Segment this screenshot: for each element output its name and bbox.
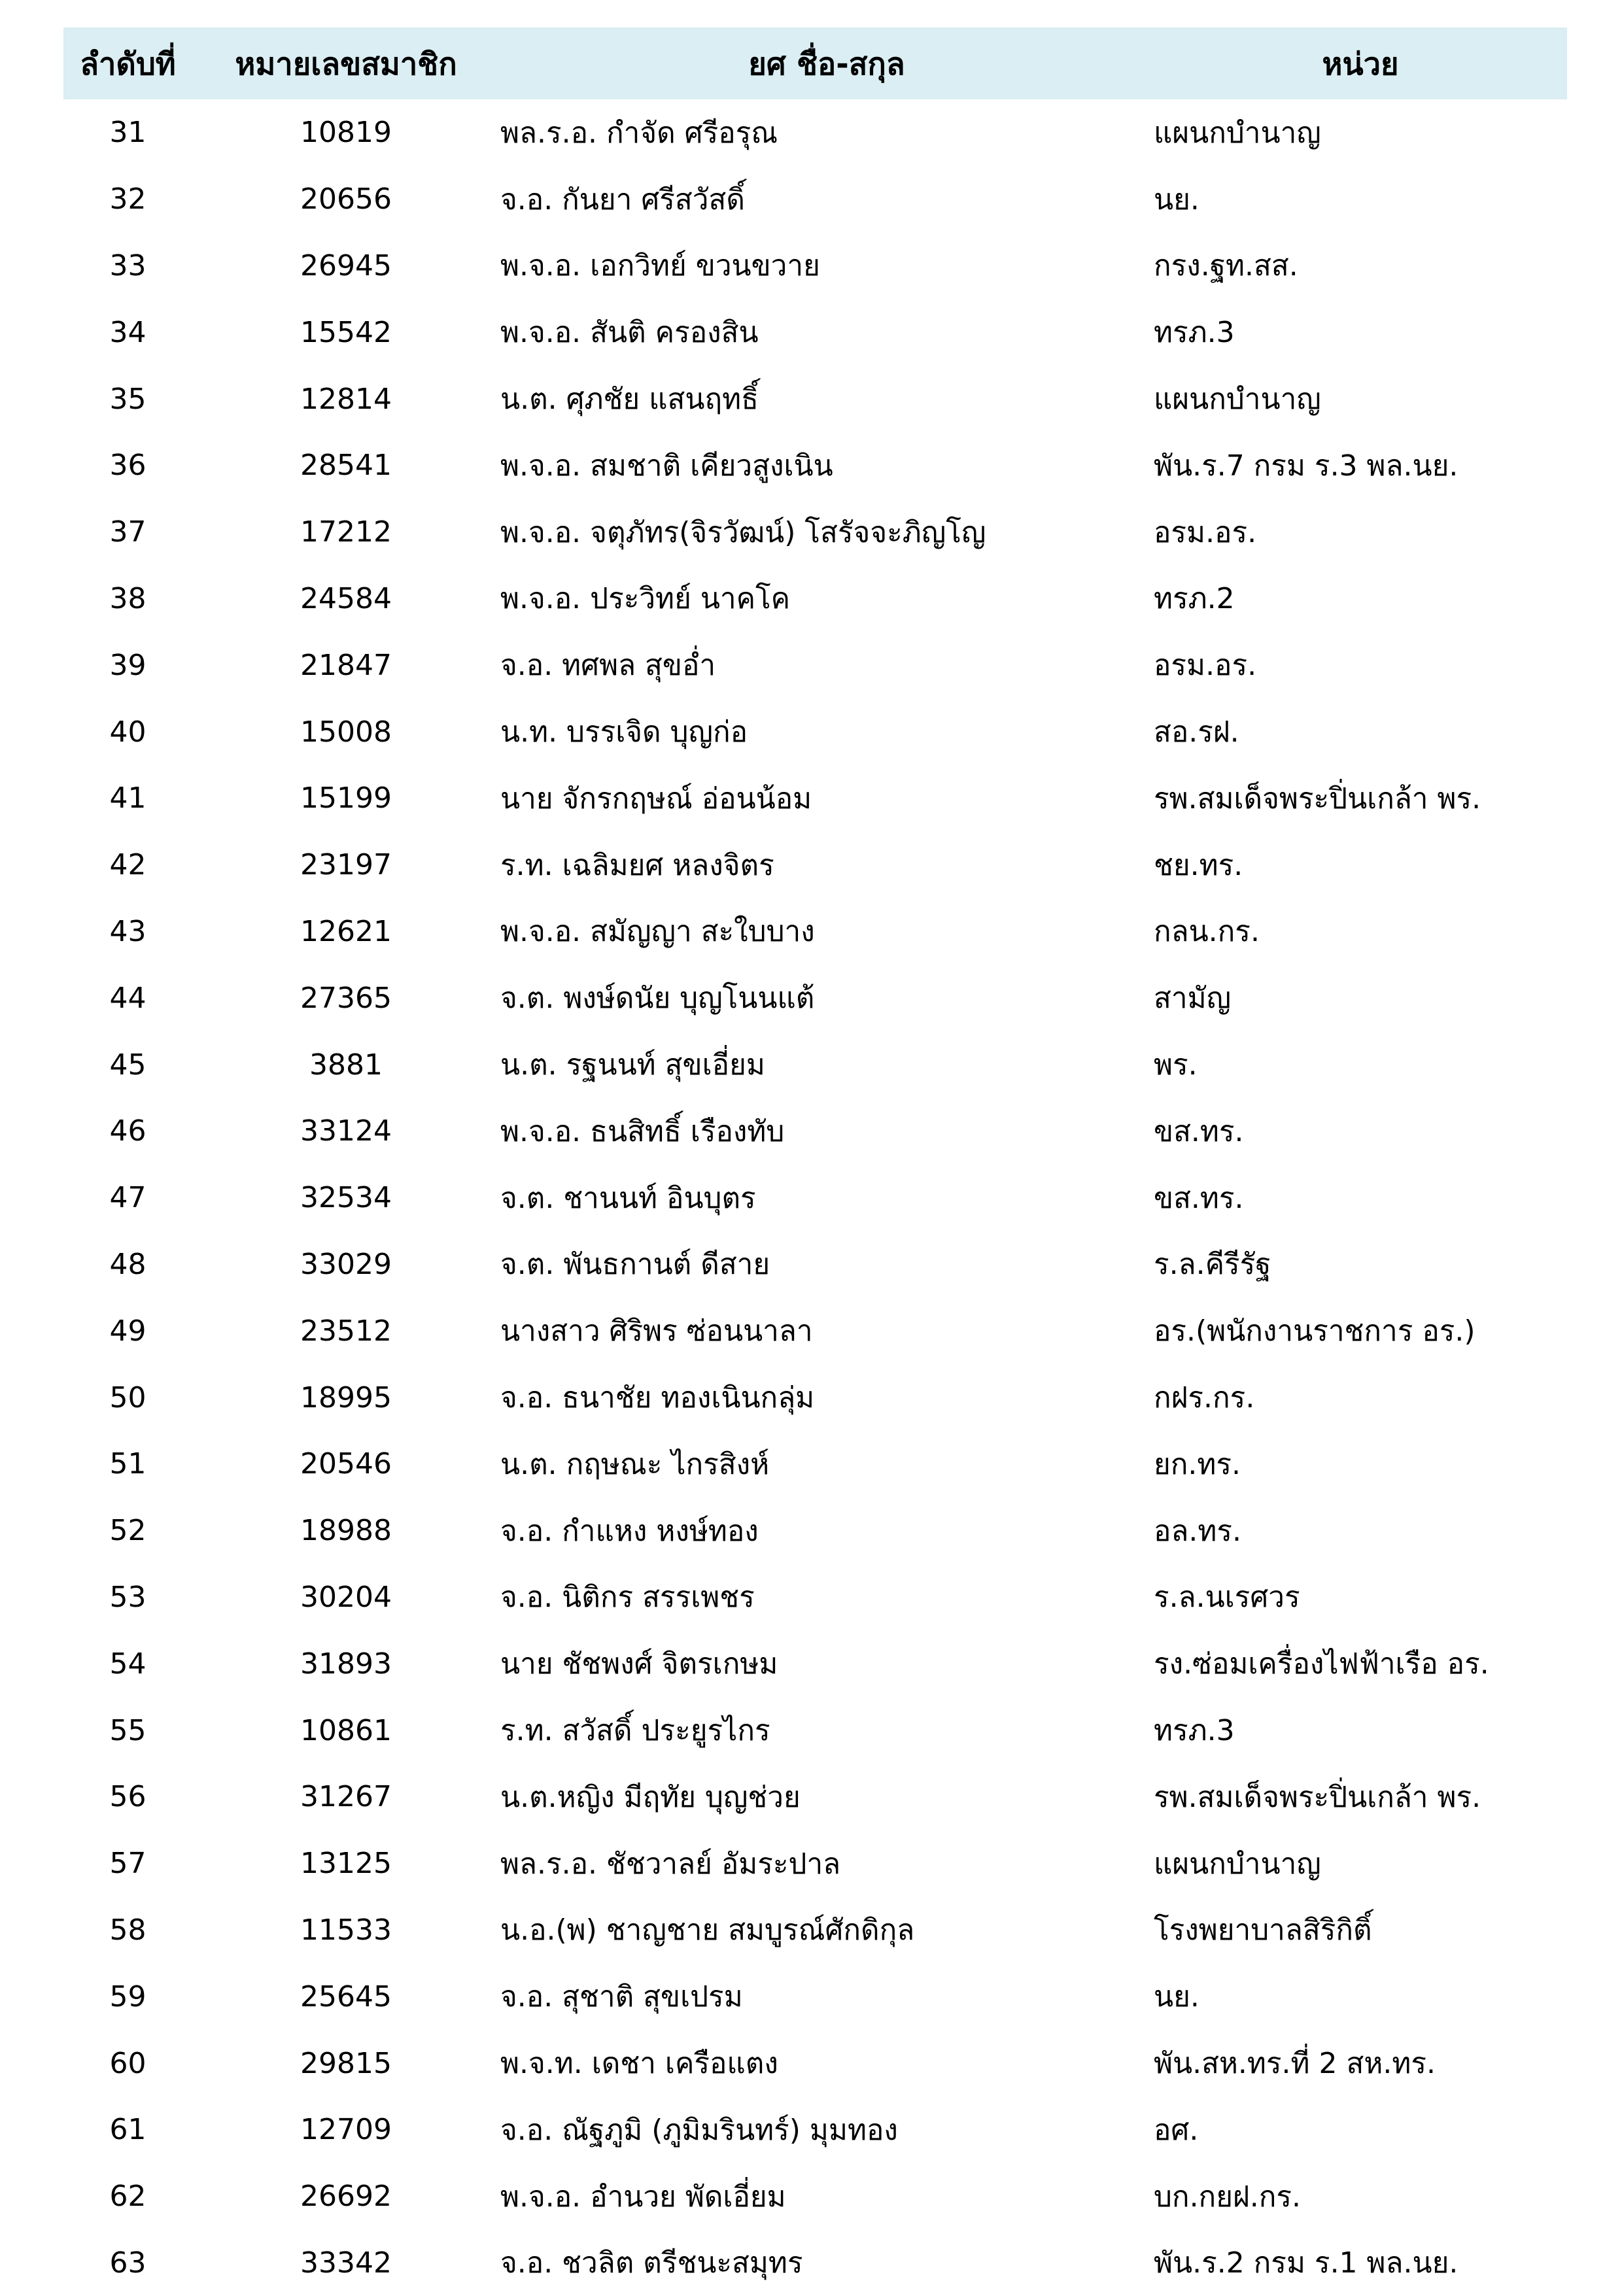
row-unit: อรม.อร.: [1154, 509, 1567, 555]
row-name: จ.ต. พันธกานต์ ดีสาย: [500, 1241, 1154, 1287]
table-row: [63, 1431, 1567, 1498]
row-no: 35: [63, 383, 192, 416]
row-member-id: 18995: [192, 1381, 500, 1414]
table-row: [63, 566, 1567, 632]
row-unit: กรง.ฐท.สส.: [1154, 243, 1567, 288]
row-unit: รพ.สมเด็จพระปิ่นเกล้า พร.: [1154, 776, 1567, 821]
table-row: [63, 965, 1567, 1031]
row-member-id: 31267: [192, 1780, 500, 1813]
row-name: จ.ต. พงษ์ดนัย บุญโนนแต้: [500, 975, 1154, 1021]
row-no: 57: [63, 1847, 192, 1880]
row-no: 33: [63, 249, 192, 283]
row-member-id: 33124: [192, 1114, 500, 1148]
row-no: 31: [63, 116, 192, 149]
row-unit: บก.กยฝ.กร.: [1154, 2174, 1567, 2219]
header-member-id: หมายเลขสมาชิก: [192, 39, 500, 88]
row-name: น.อ.(พ) ชาญชาย สมบูรณ์ศักดิกุล: [500, 1907, 1154, 1953]
table-row: [63, 299, 1567, 366]
row-no: 56: [63, 1780, 192, 1813]
row-member-id: 15199: [192, 781, 500, 815]
row-name: น.ท. บรรเจิด บุญก่อ: [500, 709, 1154, 755]
row-unit: ร.ล.คีรีรัฐ: [1154, 1241, 1567, 1287]
header-name: ยศ ชื่อ-สกุล: [500, 39, 1154, 88]
row-name: พล.ร.อ. ชัชวาลย์ อัมระปาล: [500, 1841, 1154, 1887]
row-member-id: 20546: [192, 1447, 500, 1481]
row-member-id: 20656: [192, 182, 500, 216]
row-name: พ.จ.อ. ประวิทย์ นาคโค: [500, 575, 1154, 621]
row-name: ร.ท. สวัสดิ์ ประยูรไกร: [500, 1707, 1154, 1753]
table-row: [63, 2097, 1567, 2163]
row-name: จ.อ. ทศพล สุขอ่ำ: [500, 642, 1154, 688]
row-unit: นย.: [1154, 177, 1567, 222]
row-name: พ.จ.อ. สันติ ครองสิน: [500, 309, 1154, 355]
row-member-id: 12621: [192, 915, 500, 948]
row-member-id: 15542: [192, 316, 500, 349]
row-name: พ.จ.อ. เอกวิทย์ ขวนขวาย: [500, 243, 1154, 288]
table-row: [63, 166, 1567, 233]
row-no: 53: [63, 1581, 192, 1614]
row-no: 41: [63, 781, 192, 815]
row-no: 36: [63, 449, 192, 482]
row-unit: แผนกบำนาญ: [1154, 1841, 1567, 1887]
row-member-id: 11533: [192, 1913, 500, 1947]
row-no: 39: [63, 649, 192, 682]
row-name: พ.จ.อ. ธนสิทธิ์ เรืองทับ: [500, 1108, 1154, 1154]
row-no: 44: [63, 982, 192, 1015]
row-name: น.ต.หญิง มีฤทัย บุญช่วย: [500, 1774, 1154, 1820]
table-row: [63, 1031, 1567, 1098]
row-no: 43: [63, 915, 192, 948]
row-no: 61: [63, 2113, 192, 2146]
row-unit: ทรภ.3: [1154, 1707, 1567, 1753]
table-row: [63, 1830, 1567, 1897]
row-no: 49: [63, 1314, 192, 1348]
row-unit: กลน.กร.: [1154, 908, 1567, 954]
table-row: [63, 765, 1567, 832]
row-no: 47: [63, 1181, 192, 1214]
table-row: [63, 1498, 1567, 1564]
table-row: [63, 1897, 1567, 1964]
row-no: 42: [63, 848, 192, 882]
table-row: [63, 2230, 1567, 2296]
table-row: [63, 1297, 1567, 1364]
table-row: [63, 1364, 1567, 1431]
row-unit: พัน.ร.7 กรม ร.3 พล.นย.: [1154, 443, 1567, 488]
row-name: นางสาว ศิริพร ซ่อนนาลา: [500, 1308, 1154, 1354]
table-row: [63, 1564, 1567, 1631]
row-no: 58: [63, 1913, 192, 1947]
row-no: 55: [63, 1714, 192, 1747]
row-name: จ.อ. สุชาติ สุขเปรม: [500, 1974, 1154, 2019]
row-name: พ.จ.อ. สมชาติ เคียวสูงเนิน: [500, 443, 1154, 488]
row-no: 40: [63, 715, 192, 749]
row-unit: ทรภ.2: [1154, 575, 1567, 621]
row-no: 63: [63, 2246, 192, 2280]
row-name: จ.อ. กันยา ศรีสวัสดิ์: [500, 177, 1154, 222]
table-body: [63, 99, 1567, 2296]
row-unit: อล.ทร.: [1154, 1508, 1567, 1554]
row-name: นาย จักรกฤษณ์ อ่อนน้อม: [500, 776, 1154, 821]
row-unit: พร.: [1154, 1042, 1567, 1088]
table-row: [63, 2163, 1567, 2230]
row-no: 34: [63, 316, 192, 349]
row-no: 51: [63, 1447, 192, 1481]
table-row: [63, 1963, 1567, 2030]
table-row: [63, 1231, 1567, 1298]
table-row: [63, 99, 1567, 166]
row-name: พ.จ.อ. อำนวย พัดเอี่ยม: [500, 2174, 1154, 2219]
row-unit: ร.ล.นเรศวร: [1154, 1574, 1567, 1620]
row-unit: ทรภ.3: [1154, 309, 1567, 355]
row-member-id: 10819: [192, 116, 500, 149]
row-member-id: 12709: [192, 2113, 500, 2146]
row-no: 48: [63, 1248, 192, 1281]
table-row: [63, 632, 1567, 698]
row-member-id: 33029: [192, 1248, 500, 1281]
row-member-id: 21847: [192, 649, 500, 682]
row-member-id: 28541: [192, 449, 500, 482]
row-member-id: 33342: [192, 2246, 500, 2280]
row-unit: อร.(พนักงานราชการ อร.): [1154, 1308, 1567, 1354]
table-row: [63, 1697, 1567, 1764]
row-member-id: 26945: [192, 249, 500, 283]
row-unit: ขส.ทร.: [1154, 1175, 1567, 1221]
row-name: พ.จ.อ. สมัญญา สะใบบาง: [500, 908, 1154, 954]
header-no: ลำดับที่: [63, 39, 192, 88]
row-unit: สามัญ: [1154, 975, 1567, 1021]
table-header: [63, 27, 1567, 99]
row-member-id: 25645: [192, 1980, 500, 2013]
row-unit: รง.ซ่อมเครื่องไฟฟ้าเรือ อร.: [1154, 1641, 1567, 1687]
row-no: 45: [63, 1048, 192, 1082]
table-row: [63, 1098, 1567, 1165]
row-unit: รพ.สมเด็จพระปิ่นเกล้า พร.: [1154, 1774, 1567, 1820]
row-unit: นย.: [1154, 1974, 1567, 2019]
row-name: จ.อ. นิติกร สรรเพชร: [500, 1574, 1154, 1620]
row-no: 52: [63, 1514, 192, 1547]
table-row: [63, 1630, 1567, 1697]
row-member-id: 13125: [192, 1847, 500, 1880]
row-no: 59: [63, 1980, 192, 2013]
header-unit: หน่วย: [1154, 39, 1567, 88]
member-list-table: [63, 27, 1567, 2296]
row-name: น.ต. กฤษณะ ไกรสิงห์: [500, 1441, 1154, 1487]
row-unit: อรม.อร.: [1154, 642, 1567, 688]
row-member-id: 15008: [192, 715, 500, 749]
table-row: [63, 366, 1567, 432]
row-no: 37: [63, 515, 192, 549]
row-name: จ.อ. ชวลิต ตรีชนะสมุทร: [500, 2240, 1154, 2286]
row-no: 54: [63, 1647, 192, 1681]
table-row: [63, 698, 1567, 765]
row-unit: ขส.ทร.: [1154, 1108, 1567, 1154]
table-row: [63, 1165, 1567, 1231]
row-unit: แผนกบำนาญ: [1154, 110, 1567, 156]
row-unit: โรงพยาบาลสิริกิติ์: [1154, 1907, 1567, 1953]
row-unit: พัน.สห.ทร.ที่ 2 สห.ทร.: [1154, 2040, 1567, 2086]
row-name: จ.อ. ณัฐภูมิ (ภูมิมรินทร์) มุมทอง: [500, 2107, 1154, 2153]
row-name: พล.ร.อ. กำจัด ศรีอรุณ: [500, 110, 1154, 156]
row-member-id: 17212: [192, 515, 500, 549]
row-member-id: 23512: [192, 1314, 500, 1348]
row-member-id: 30204: [192, 1581, 500, 1614]
row-no: 50: [63, 1381, 192, 1414]
row-member-id: 27365: [192, 982, 500, 1015]
row-no: 32: [63, 182, 192, 216]
row-member-id: 31893: [192, 1647, 500, 1681]
row-no: 46: [63, 1114, 192, 1148]
row-unit: ยก.ทร.: [1154, 1441, 1567, 1487]
row-name: จ.ต. ชานนท์ อินบุตร: [500, 1175, 1154, 1221]
row-name: น.ต. ศุภชัย แสนฤทธิ์: [500, 376, 1154, 422]
row-no: 60: [63, 2047, 192, 2080]
row-name: จ.อ. ธนาชัย ทองเนินกลุ่ม: [500, 1375, 1154, 1420]
table-row: [63, 899, 1567, 965]
row-member-id: 24584: [192, 582, 500, 615]
row-name: จ.อ. กำแหง หงษ์ทอง: [500, 1508, 1154, 1554]
row-name: ร.ท. เฉลิมยศ หลงจิตร: [500, 842, 1154, 888]
row-member-id: 29815: [192, 2047, 500, 2080]
row-member-id: 12814: [192, 383, 500, 416]
table-row: [63, 499, 1567, 566]
row-member-id: 18988: [192, 1514, 500, 1547]
row-name: พ.จ.ท. เดชา เครือแตง: [500, 2040, 1154, 2086]
row-unit: ชย.ทร.: [1154, 842, 1567, 888]
row-no: 38: [63, 582, 192, 615]
row-unit: พัน.ร.2 กรม ร.1 พล.นย.: [1154, 2240, 1567, 2286]
table-row: [63, 432, 1567, 499]
row-member-id: 10861: [192, 1714, 500, 1747]
row-member-id: 26692: [192, 2180, 500, 2213]
table-row: [63, 1764, 1567, 1830]
row-unit: สอ.รฝ.: [1154, 709, 1567, 755]
row-unit: กฝร.กร.: [1154, 1375, 1567, 1420]
row-no: 62: [63, 2180, 192, 2213]
row-member-id: 32534: [192, 1181, 500, 1214]
table-row: [63, 2030, 1567, 2097]
row-name: นาย ชัชพงศ์ จิตรเกษม: [500, 1641, 1154, 1687]
table-row: [63, 233, 1567, 300]
row-name: พ.จ.อ. จตุภัทร(จิรวัฒน์) โสรัจจะภิญโญ: [500, 509, 1154, 555]
row-unit: อศ.: [1154, 2107, 1567, 2153]
row-unit: แผนกบำนาญ: [1154, 376, 1567, 422]
row-name: น.ต. รฐนนท์ สุขเอี่ยม: [500, 1042, 1154, 1088]
table-row: [63, 832, 1567, 899]
row-member-id: 23197: [192, 848, 500, 882]
row-member-id: 3881: [192, 1048, 500, 1082]
